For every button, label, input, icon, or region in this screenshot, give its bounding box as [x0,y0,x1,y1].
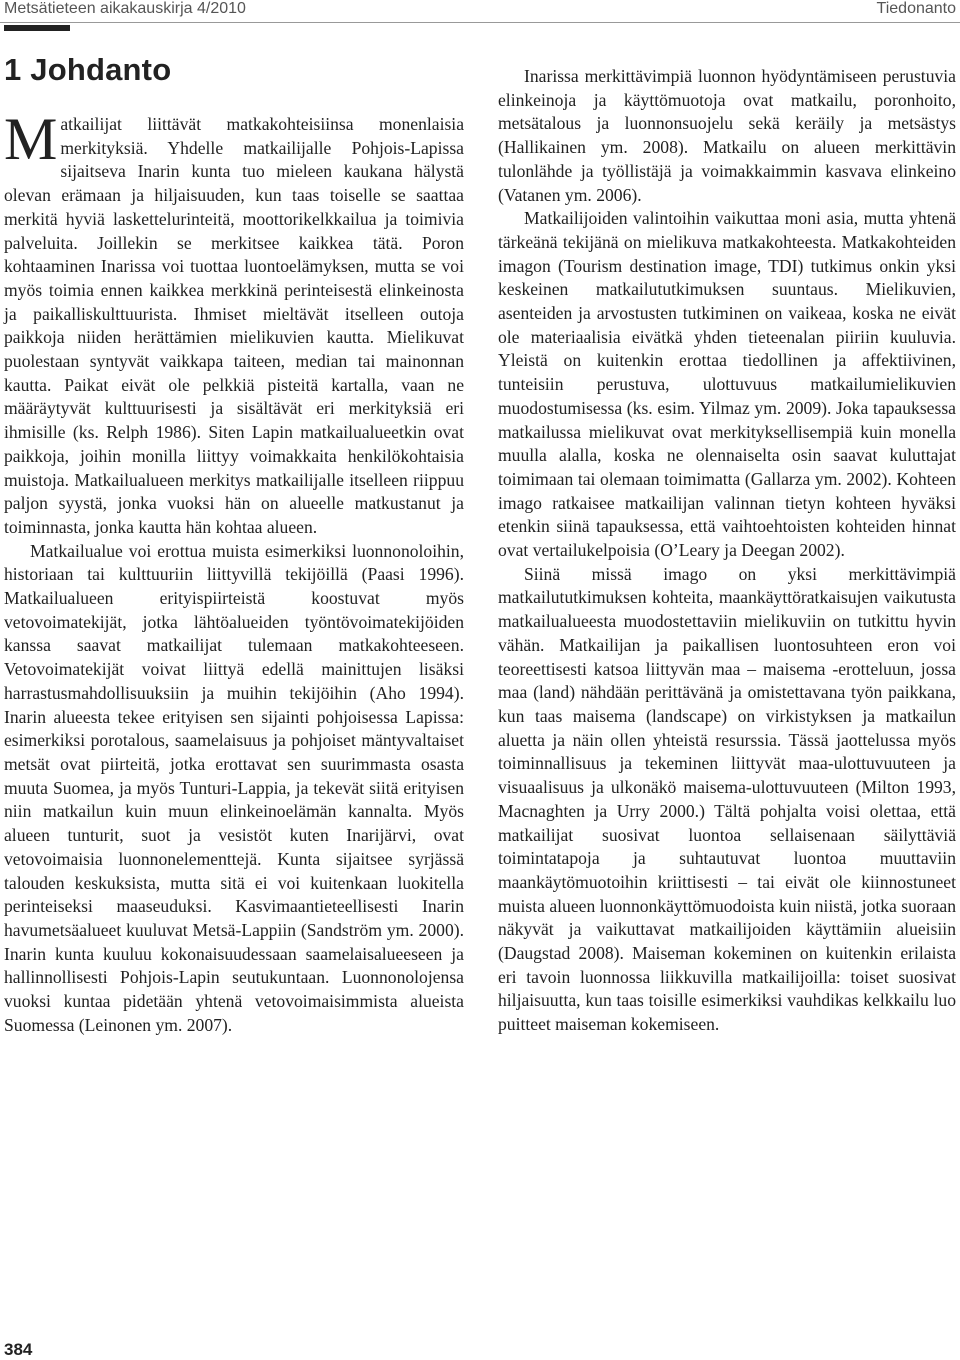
paragraph-text: atkailijat liittävät matkakohteisiinsa monenlaisia merkityksiä. Yhdelle matkailijalle Pohjois-Lapissa sijaitseva Inarin kunta tuo mieleen kaukana hälystä olevan erämaan ja hiljaisuuden, kun taas toiselle se saattaa merkitä hyviä laskettelurinteitä, moottorikelkkailua ja toimivia palveluita. Joillekin se merkitsee kaikkea tätä. Poron kohtaaminen Inarissa voi tuottaa luontoelämyksen, mutta se voi myös toimia ennen kaikkea merkkinä perinteisestä elinkeinosta ja paikalliskulttuurista. Ihmiset mieltävät itselleen outoja paikkoja niiden herättämien mielikuvien kautta. Mielikuvat puolestaan syntyvät vaikkapa taiteen, median tai mainonnan kautta. Paikat eivät ole pelkkiä pisteitä kartalla, vaan ne määräytyvät kulttuurisesti ja sisältävät eri merkityksiä eri ihmisille (ks. Relph 1986). Siten Lapin matkailualueetkin ovat paikkoja, joihin monilla liittyy voimakkaita henkilökohtaisia muistoja. Matkailualueen merkitys matkailijalle itselleen riippuu paljon syystä, jonka vuoksi hän on alueelle matkustanut ja toiminnasta, jonka kautta hän kohtaa alueen. [4,114,464,537]
section-heading: 1 Johdanto [4,52,172,87]
right-column [498,65,956,1037]
drop-cap: M [4,106,58,172]
header-rule [0,22,960,23]
paragraph: Siinä missä imago on yksi merkittävimpiä matkailututkimuksen kohteita, maankäyttöratkaisujen vaikutusta matkailualueesta muodostettaviin mielikuviin on tutkittu hyvin vähän. Matkailijan ja paikallisen luontosuhteen eron voi teoreettisesti katsoa liittyvän maa – maisema -erotteluun, jossa maa (land) nähdään perittävänä ja omistettavana työn paikkana, kun taas maisema (landscape) on virkistyksen ja matkailun aluetta ja näin ollen yhteistä resurssia. Tässä jaottelussa myös toiminnallisuus ja tekeminen liittyvät maa-ulottuvuuteen ja visuaalisuus ja ulkonäkö maisema-ulottuvuuteen (Milton 1993, Macnaghten ja Urry 2000.) Tältä pohjalta voisi olettaa, että matkailijat suosivat luontoa sellaisenaan säilyttäviä toimintatapoja ja suhtautuvat luontoa muuttaviin maankäytömuotoihin kriittisesti – tai eivät ole kiinnostuneet muista alueen luonnonkäyttömuodoista kuin niistä, jotka suoraan näkyvät ja vaikuttavat matkailijoiden käyttämiin alueisiin (Daugstad 2008). Maiseman kokeminen on kuitenkin erilaista eri tavoin luonnossa liikkuvilla matkailijoilla: toiset suosivat hiljaisuutta, kun taas toisille esimerkiksi vauhdikas kelkkailu luo puitteet maiseman kokemiseen. [498,563,956,1035]
header-accent-bar [4,25,70,31]
paragraph [4,106,464,540]
paragraph: Matkailualue voi erottua muista esimerkiksi luonnonoloihin, historiaan tai kulttuuriin liittyvillä tekijöillä (Paasi 1996). Matkailualueen erityispiirteistä koostuvat myös vetovoimatekijät, jotka lähtöalueiden työntövoimatekijöiden kanssa saavat matkailijat tulemaan matkakohteeseen. Vetovoimatekijät voivat liittyä edellä mainittujen lisäksi harrastusmahdollisuuksiin ja muihin tekijöihin (Aho 1994). Inarin alueesta tekee erityisen sen sijainti pohjoisessa Lapissa: esimerkiksi porotalous, saamelaisuus ja pohjoiset mäntyvaltaiset metsät ovat piirteitä, jotka erottavat sen suurimmasta osasta muuta Suomea, ja myös Tunturi-Lappia, ja tekevät siitä erityisen niin matkailun kuin muun elinkeinoelämän kannalta. Myös alueen tunturit, suot ja vesistöt kuten Inarijärvi, ovat vetovoimaisia luonnonelementtejä. Kunta sijaitsee syrjässä talouden keskuksista, mutta sitä ei voi kuitenkaan luokitella perinteiseksi maaseuduksi. Kasvimaantieteellisesti Inarin havumetsäalueet kuuluvat Metsä-Lappiin (Sandström ym. 2000). Inarin kunta kuuluu kokonaisuudessaan saamelaisalueeseen ja hallinnollisesti Pohjois-Lapin seutukuntaan. Luonnonolojensa vuoksi kuntaa pidetään yhtenä vetovoimaisimmista alueista Suomessa (Leinonen ym. 2007). [4,540,464,1035]
paragraph: Matkailijoiden valintoihin vaikuttaa moni asia, mutta yhtenä tärkeänä tekijänä on mielikuva matkakohteesta. Matkakohteiden imagon (Tourism destination image, TDI) tutkimus onkin yksi keskeinen matkailututkimuksen suuntaus. Mielikuvien, asenteiden ja arvostusten tutkiminen on vaikeaa, koska ne eivät ole materiaalisia eivätkä yhden tieteenalan piiriin kuuluvia. Yleistä on kuitenkin erottaa tiedollinen ja affektiivinen, tunteisiin perustuva, ulottuvuus matkailumielikuvien muodostumisessa (ks. esim. Yilmaz ym. 2009). Joka tapauksessa matkailussa mielikuvat ovat merkityksellisempiä kuin monella muulla alalla, koska ne olennaiselta osin saavat kuluttajat toimimaan tai olemaan toimimatta (Gallarza ym. 2002). Kohteen imago ratkaisee matkailijan valinnan tietyn kohteen hyväksi etenkin siinä tapauksessa, että vaihtoehtoisten kohteiden hinnat ovat vertailukelpoisia (O’Leary ja Deegan 2002). [498,208,956,561]
running-header [0,0,960,30]
journal-title: Metsätieteen aikakauskirja 4/2010 [4,0,246,17]
left-column [4,106,464,1037]
paragraph: Inarissa merkittävimpiä luonnon hyödyntämiseen perustuvia elinkeinoja ja käyttömuotoja ovat matkailu, poronhoito, metsätalous ja luonnonsuojelu sekä keräily ja metsästys (Hallikainen ym. 2008). Matkailu on alueen merkittävin tulonlähde ja työllistäjä ja voimakkaimmin kasvava elinkeino (Vatanen ym. 2006). [498,66,956,205]
section-label: Tiedonanto [876,0,956,17]
page-number: 384 [4,1340,33,1359]
